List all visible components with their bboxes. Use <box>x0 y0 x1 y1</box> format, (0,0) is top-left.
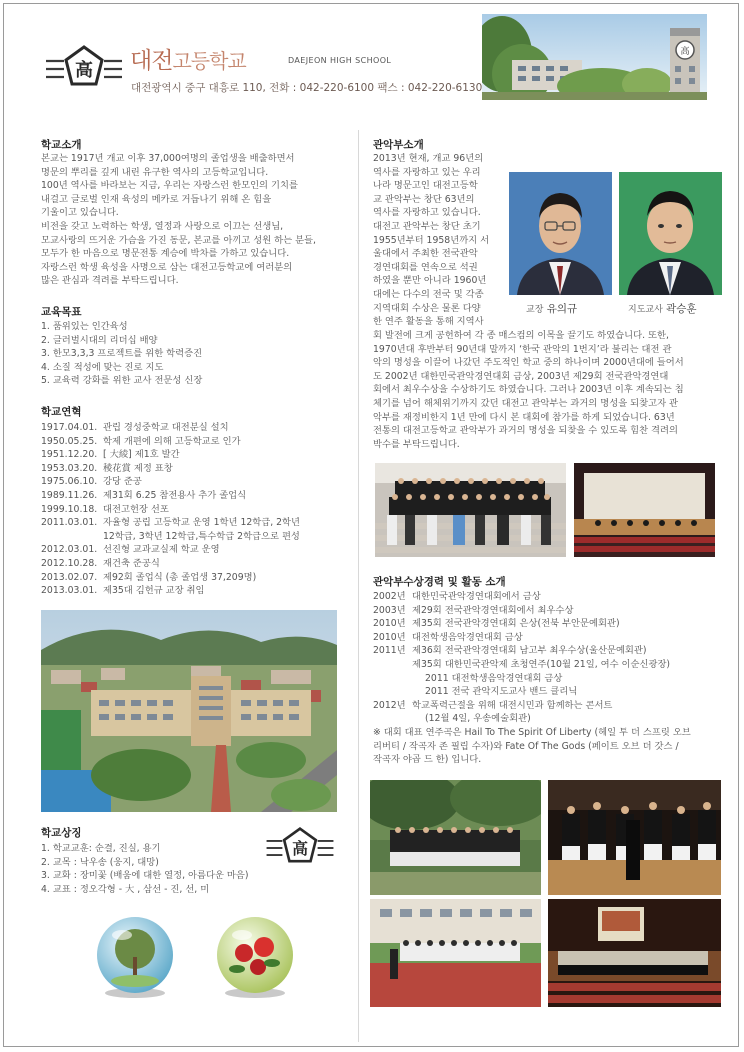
history-row <box>41 503 300 517</box>
svg-text:高: 高 <box>680 47 690 57</box>
history-date: 2013.03.01. <box>41 585 98 597</box>
band-line: 대에는 다수의 전국 및 각종 <box>373 288 484 300</box>
intro-line: 모교사랑의 뜨거운 가슴을 가진 동문, 본교를 아끼고 성원 하는 분들, <box>41 234 316 246</box>
award-row-continued: 2011 대전학생음악경연대회 금상 <box>425 672 563 684</box>
history-list <box>41 421 300 598</box>
award-year: 2010년 <box>373 631 406 643</box>
band-line: 한 연주 활동을 통해 지역사 <box>373 316 484 328</box>
teacher-name: 곽승훈 <box>666 303 697 315</box>
history-row <box>41 516 300 530</box>
history-text: 대전고헌장 선포 <box>103 503 169 515</box>
band-line: 2013년 현재, 개교 96년의 <box>373 153 484 164</box>
award-row <box>373 644 691 658</box>
intro-line: 100년 역사를 바라보는 지금, 우리는 자랑스런 한모인의 기치를 <box>41 180 298 192</box>
award-text: 학교폭력근절을 위해 대전시민과 함께하는 콘서트 <box>412 699 613 711</box>
band-line: 도 2002년 대한민국관악경연대회 금상, 2003년 제29회 전국관악경연대 <box>373 370 669 382</box>
history-row-continued: 12학급, 3학년 12학급,특수학급 2학급으로 편성 <box>103 530 300 542</box>
hall-concert-photo <box>548 899 721 1007</box>
teacher-caption <box>628 301 697 316</box>
band-rehearsal-photo <box>548 780 721 895</box>
goals-list <box>41 320 202 388</box>
symbol-item: 2. 교목 : 낙우송 (웅지, 대망) <box>41 856 159 868</box>
award-row <box>373 617 691 631</box>
emblem-char: 高 <box>292 839 308 859</box>
band-line: 대전고 관악부는 창단 초기 <box>373 220 481 232</box>
awards-title: 관악부수상경력 및 활동 소개 <box>373 576 506 588</box>
school-name-main: 대전 <box>130 48 173 74</box>
intro-line: 본교는 1917년 개교 이후 37,000여명의 졸업생을 배출하면서 <box>41 153 295 164</box>
band-group-photo <box>375 463 566 557</box>
history-row <box>41 584 300 598</box>
school-name-english: DAEJEON HIGH SCHOOL <box>288 56 392 65</box>
symbol-item: 1. 학교교훈: 순결, 진실, 용기 <box>41 843 161 854</box>
award-row-continued: 2011 전국 관악지도교사 밴드 클리닉 <box>425 686 578 698</box>
award-row-continued: 제35회 대한민국관악제 초청연주(10월 21일, 여수 이순신광장) <box>412 658 671 670</box>
intro-line: 많은 관심과 격려를 부탁드립니다. <box>41 275 179 287</box>
history-date: 1953.03.20. <box>41 462 98 474</box>
award-row <box>373 699 691 713</box>
award-year: 2010년 <box>373 618 406 630</box>
band-line: 체기를 넘어 해체위기까지 갔던 대전고 관악부는 과거의 명성을 되찾고자 관 <box>373 397 679 409</box>
symbol-item: 4. 교표 : 정오각형 - 大 , 삼선 - 진, 선, 미 <box>41 883 210 895</box>
principal-name: 유의규 <box>546 303 578 315</box>
concert-stage-photo <box>574 463 715 557</box>
history-text: 제92회 졸업식 (총 졸업생 37,209명) <box>103 571 257 583</box>
band-line: 회 발전에 크게 공헌하여 각 종 매스컴의 이목을 끌기도 하였습니다. 또한, <box>373 330 669 341</box>
band-line: 나라 명문고인 대전고등학 <box>373 180 478 192</box>
history-text: 선진형 교과교실제 학교 운영 <box>103 544 220 556</box>
award-row <box>373 631 691 645</box>
band-line: 지역대회 수상은 물론 다양 <box>373 302 481 314</box>
band-line: 경연대회를 연속으로 석권 <box>373 261 478 273</box>
award-note-line: 리버티 / 작곡자 존 필립 수자)와 Fate Of The Gods (페이트 오브 더 갓스 / <box>373 740 679 752</box>
award-row <box>373 590 691 604</box>
history-text: 재건축 준공식 <box>103 557 160 569</box>
history-row <box>41 475 300 489</box>
school-rose-globe-icon <box>212 913 298 999</box>
history-row <box>41 435 300 449</box>
goal-item: 3. 한모3,3,3 프로젝트를 위한 학력증진 <box>41 348 203 360</box>
principal-portrait <box>509 172 612 295</box>
intro-text <box>41 152 316 288</box>
band-intro-narrow <box>373 152 489 329</box>
history-title: 학교연혁 <box>41 406 82 418</box>
history-text: 제35대 김헌규 교장 취임 <box>103 585 205 597</box>
intro-line: 자랑스런 학생 육성을 사명으로 삼는 대전고등학교에 여러분의 <box>41 261 293 273</box>
band-line: 회에서 최우수상을 수상하기도 하였습니다. 그러나 2003년 이후 계속되는 침 <box>373 384 684 396</box>
history-text: 관립 경성중학교 대전분실 설치 <box>103 422 229 433</box>
history-row <box>41 448 300 462</box>
goal-item: 4. 소질 적성에 맞는 진로 지도 <box>41 361 164 373</box>
band-line: 하였을 뿐만 아니라 1960년 <box>373 275 487 287</box>
award-row <box>373 604 691 618</box>
band-line: 울대에서 주최한 전국관악 <box>373 248 478 260</box>
principal-caption <box>526 301 577 316</box>
band-line: 교 관악부는 창단 63년의 <box>373 193 475 205</box>
intro-line: 명문의 뿌리를 깊게 내린 유구한 역사의 고등학교입니다. <box>41 166 269 178</box>
history-text: 제31회 6.25 참전용사 추가 졸업식 <box>103 489 247 501</box>
award-text: 대전학생음악경연대회 금상 <box>412 631 523 643</box>
award-year: 2002년 <box>373 591 406 602</box>
school-address: 대전광역시 중구 대흥로 110, 전화 : 042-220-6100 팩스 : 042-220-6130 <box>131 82 483 94</box>
band-line: 악의 명성을 이끌어 나갔던 주도적인 학교 중의 하나이며 2000년대에 들어서 <box>373 357 684 369</box>
symbols-title: 학교상징 <box>41 827 82 839</box>
band-line: 역사를 자랑하고 있습니다. <box>373 207 481 219</box>
history-row <box>41 462 300 476</box>
school-tree-globe-icon <box>92 913 178 999</box>
principal-role: 교장 <box>526 305 544 315</box>
history-row <box>41 557 300 571</box>
goal-item: 5. 교육력 강화를 위한 교사 전문성 신장 <box>41 375 203 387</box>
band-intro-wide <box>373 329 684 451</box>
band-line: 전통의 대전고등학교 관악부가 과거의 명성을 되찾을 수 있도록 힘찬 격려의 <box>373 425 679 437</box>
history-text: 稜花賞 제정 표창 <box>103 462 173 474</box>
history-date: 1989.11.26. <box>41 489 98 501</box>
history-text: 자율형 공립 고등학교 운영 1학년 12학급, 2학년 <box>103 517 301 529</box>
teacher-portrait <box>619 172 722 295</box>
band-title: 관악부소개 <box>373 139 424 151</box>
band-line: 1970년대 후반부터 90년대 말까지 ‘한국 관악의 1번지’라 불리는 대전 관 <box>373 343 672 355</box>
goal-item: 1. 품위있는 인간육성 <box>41 321 128 332</box>
history-row <box>41 489 300 503</box>
goal-item: 2. 글러벌시대의 리더십 배양 <box>41 334 158 346</box>
history-date: 1950.05.25. <box>41 435 98 447</box>
history-date: 2011.03.01. <box>41 517 98 529</box>
award-text: 제36회 전국관악경연대회 남고부 최우수상(울산문예회관) <box>412 645 647 657</box>
award-text: 대한민국관악경연대회에서 금상 <box>412 591 541 602</box>
school-name <box>130 42 246 75</box>
intro-line: 모두가 한 마음으로 명문전통 계승에 박차를 가하고 있습니다. <box>41 248 290 260</box>
award-text: 제35회 전국관악경연대회 은상(전북 부안문예회관) <box>412 618 620 630</box>
awards-list <box>373 590 691 767</box>
history-date: 1951.12.20. <box>41 449 98 461</box>
award-year: 2011년 <box>373 645 406 657</box>
award-note-line: ※ 대회 대표 연주곡은 Hail To The Spirit Of Liberty (헤일 투 더 스프릿 오브 <box>373 726 691 738</box>
school-field-performance-photo <box>370 899 541 1007</box>
intro-line: 내걸고 글로벌 인재 육성의 메카로 거듭나기 위해 온 힘을 <box>41 193 272 205</box>
history-date: 2012.10.28. <box>41 557 98 569</box>
emblem-char: 高 <box>75 60 93 81</box>
school-emblem-icon <box>262 826 338 870</box>
award-year: 2012년 <box>373 699 406 711</box>
teacher-role: 지도교사 <box>628 305 663 315</box>
school-name-rest: 고등학교 <box>172 49 246 73</box>
band-line: 역사를 자랑하고 있는 우리 <box>373 166 481 178</box>
symbol-item: 3. 교화 : 장미꽃 (배움에 대한 열정, 아름다운 마음) <box>41 870 249 882</box>
intro-title: 학교소개 <box>41 139 82 151</box>
symbols-list <box>41 842 249 896</box>
history-text: 강당 준공 <box>103 476 142 488</box>
history-text: [ 大綾] 제1호 발간 <box>103 449 180 461</box>
history-row <box>41 421 300 435</box>
intro-line: 기울이고 있습니다. <box>41 207 119 219</box>
band-line: 악부를 재정비한지 1년 만에 다시 본 대회에 참가를 하게 되었습니다. 63년 <box>373 411 675 423</box>
history-date: 1975.06.10. <box>41 476 98 488</box>
award-row-continued: (12월 4일, 우송예술회관) <box>425 713 531 725</box>
award-note-line: 작곡자 야곱 드 한) 입니다. <box>373 754 482 766</box>
history-text: 학제 개편에 의해 고등학교로 인가 <box>103 435 241 447</box>
history-row <box>41 571 300 585</box>
outdoor-performance-photo <box>370 780 541 895</box>
history-date: 2013.02.07. <box>41 571 98 583</box>
award-year: 2003년 <box>373 604 406 616</box>
campus-tower-photo <box>482 14 707 100</box>
goals-title: 교육목표 <box>41 306 82 318</box>
history-row <box>41 543 300 557</box>
intro-line: 비전을 갖고 노력하는 학생, 열정과 사랑으로 이끄는 선생님, <box>41 220 284 232</box>
band-line: 박수를 부탁드립니다. <box>373 438 460 450</box>
history-date: 2012.03.01. <box>41 544 98 556</box>
column-divider <box>358 130 359 1042</box>
award-text: 제29회 전국관악경연대회에서 최우수상 <box>412 604 574 616</box>
campus-aerial-photo <box>41 610 337 812</box>
band-line: 1955년부터 1958년까지 서 <box>373 234 490 246</box>
history-date: 1917.04.01. <box>41 422 98 433</box>
history-date: 1999.10.18. <box>41 503 98 515</box>
school-emblem-icon <box>44 44 124 94</box>
